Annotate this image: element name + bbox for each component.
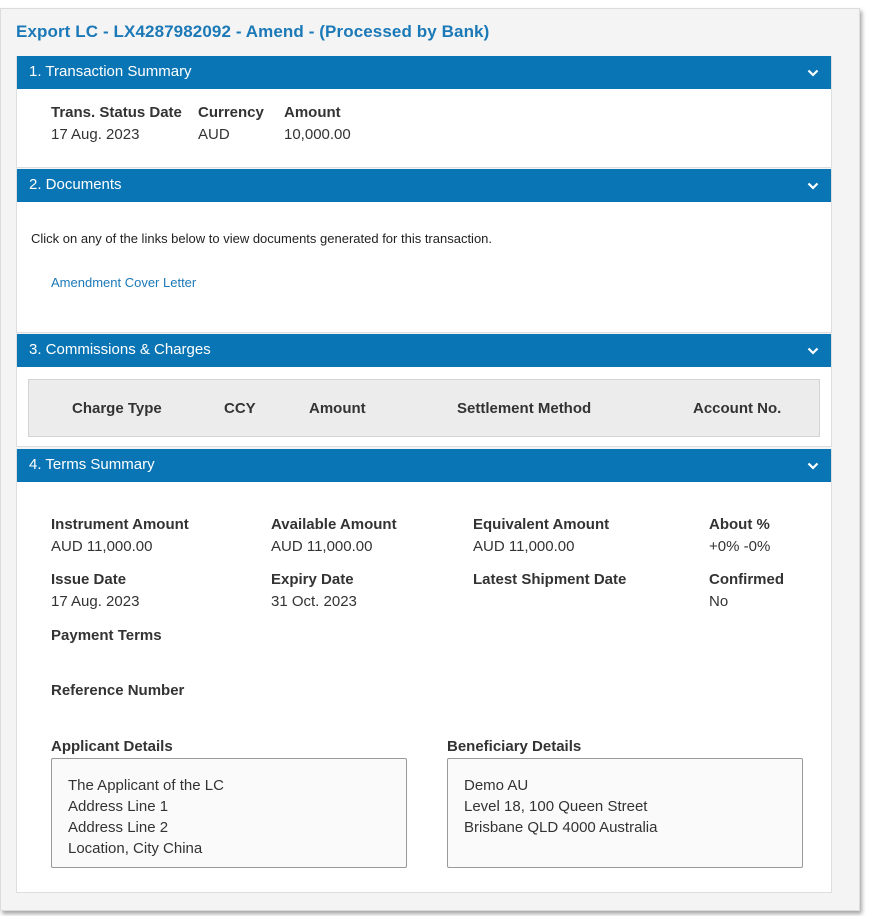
currency-value: AUD bbox=[198, 126, 230, 143]
instrument-amount-label: Instrument Amount bbox=[51, 516, 189, 533]
transaction-summary-header[interactable] bbox=[17, 56, 831, 89]
transaction-summary-panel bbox=[16, 56, 832, 168]
available-amount-label: Available Amount bbox=[271, 516, 397, 533]
column-header-account-no: Account No. bbox=[693, 400, 782, 417]
beneficiary-line: Demo AU bbox=[464, 777, 529, 794]
chevron-down-icon[interactable] bbox=[807, 181, 819, 191]
about-percent-label: About % bbox=[709, 516, 770, 533]
beneficiary-line: Brisbane QLD 4000 Australia bbox=[464, 819, 658, 836]
confirmed-value: No bbox=[709, 593, 729, 610]
chevron-down-icon[interactable] bbox=[807, 68, 819, 78]
payment-terms-label: Payment Terms bbox=[51, 627, 162, 644]
confirmed-label: Confirmed bbox=[709, 571, 784, 588]
issue-date-value: 17 Aug. 2023 bbox=[51, 593, 140, 610]
charges-table-header bbox=[28, 379, 820, 437]
section-title: 2. Documents bbox=[29, 176, 122, 193]
beneficiary-details-label: Beneficiary Details bbox=[447, 738, 582, 755]
applicant-line: Location, City China bbox=[68, 840, 203, 857]
chevron-down-icon[interactable] bbox=[807, 461, 819, 471]
column-header-charge-type: Charge Type bbox=[72, 400, 162, 417]
section-title: 1. Transaction Summary bbox=[29, 63, 192, 80]
applicant-line: Address Line 1 bbox=[68, 798, 169, 815]
documents-panel bbox=[16, 169, 832, 333]
chevron-down-icon[interactable] bbox=[807, 346, 819, 356]
commissions-charges-header[interactable] bbox=[17, 334, 831, 367]
page-title: Export LC - LX4287982092 - Amend - (Processed by Bank) bbox=[16, 22, 490, 41]
applicant-details-box bbox=[51, 758, 407, 868]
issue-date-label: Issue Date bbox=[51, 571, 127, 588]
available-amount-value: AUD 11,000.00 bbox=[271, 538, 373, 555]
column-header-amount: Amount bbox=[309, 400, 366, 417]
beneficiary-details-box bbox=[447, 758, 803, 868]
amount-value: 10,000.00 bbox=[284, 126, 351, 143]
terms-summary-panel bbox=[16, 449, 832, 893]
column-header-settlement-method: Settlement Method bbox=[457, 400, 592, 417]
applicant-details-label: Applicant Details bbox=[51, 738, 173, 755]
expiry-date-label: Expiry Date bbox=[271, 571, 354, 588]
amendment-cover-letter-link[interactable]: Amendment Cover Letter bbox=[51, 275, 197, 290]
instrument-amount-value: AUD 11,000.00 bbox=[51, 538, 153, 555]
expiry-date-value: 31 Oct. 2023 bbox=[271, 593, 357, 610]
section-title: 4. Terms Summary bbox=[29, 456, 155, 473]
reference-number-label: Reference Number bbox=[51, 682, 185, 699]
currency-label: Currency bbox=[198, 104, 264, 121]
applicant-line: Address Line 2 bbox=[68, 819, 169, 836]
equivalent-amount-value: AUD 11,000.00 bbox=[473, 538, 575, 555]
column-header-ccy: CCY bbox=[224, 400, 256, 417]
documents-intro-text: Click on any of the links below to view documents generated for this transaction. bbox=[31, 231, 493, 246]
terms-summary-header[interactable] bbox=[17, 449, 831, 482]
section-title: 3. Commissions & Charges bbox=[29, 341, 211, 358]
latest-shipment-date-label: Latest Shipment Date bbox=[473, 571, 627, 588]
beneficiary-line: Level 18, 100 Queen Street bbox=[464, 798, 648, 815]
applicant-line: The Applicant of the LC bbox=[68, 777, 224, 794]
commissions-charges-panel bbox=[16, 334, 832, 447]
about-percent-value: +0% -0% bbox=[709, 538, 771, 555]
amount-label: Amount bbox=[284, 104, 341, 121]
equivalent-amount-label: Equivalent Amount bbox=[473, 516, 610, 533]
documents-header[interactable] bbox=[17, 169, 831, 202]
trans-status-date-label: Trans. Status Date bbox=[51, 104, 182, 121]
trans-status-date-value: 17 Aug. 2023 bbox=[51, 126, 140, 143]
